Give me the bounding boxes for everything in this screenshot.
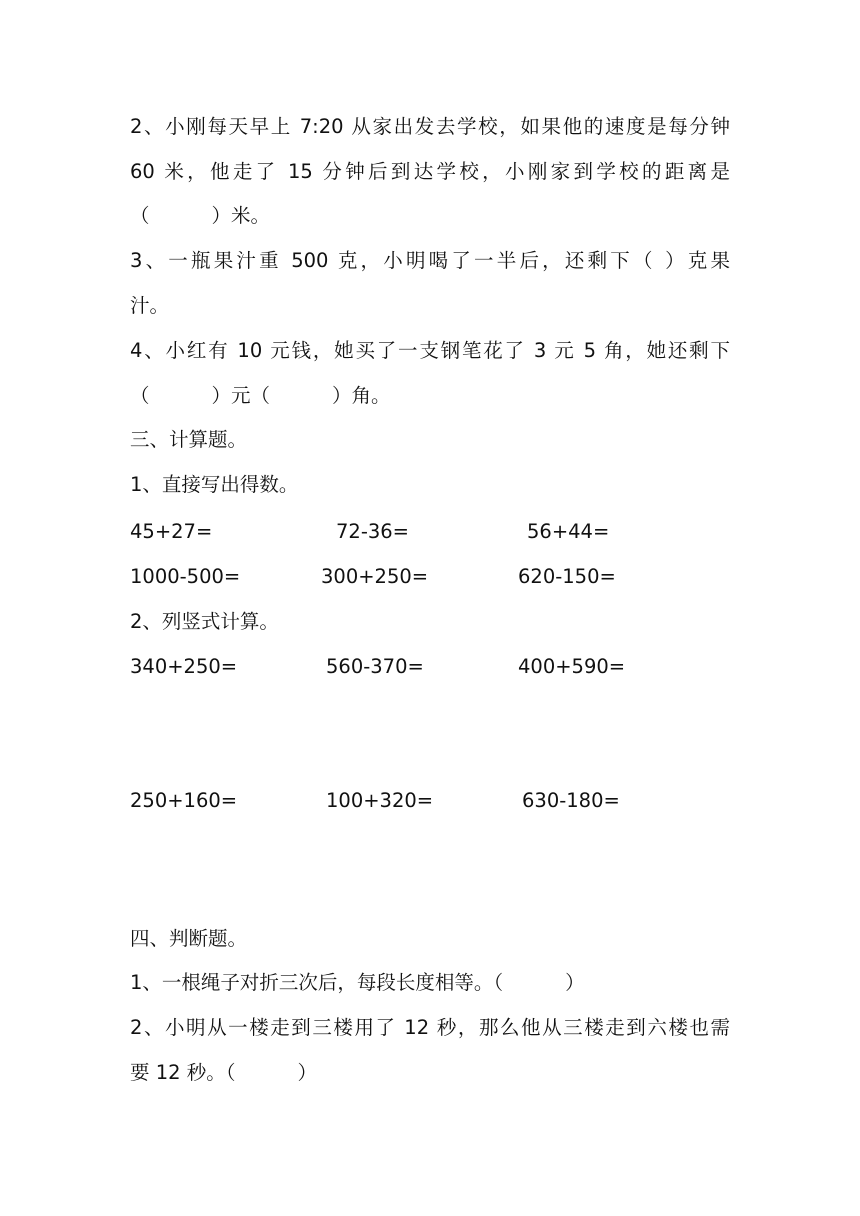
section-3-part-1-heading: 1、直接写出得数。 xyxy=(130,473,299,496)
section-3-part-2-heading: 2、列竖式计算。 xyxy=(130,610,279,633)
judgement-1: 1、一根绳子对折三次后，每段长度相等。（ ） xyxy=(130,971,585,994)
question-4-line-1: 4、小红有 10 元钱，她买了一支钢笔花了 3 元 5 角，她还剩下 xyxy=(130,339,730,362)
oral-calc-item: 300+250= xyxy=(321,565,429,588)
section-4-heading: 四、判断题。 xyxy=(130,927,248,950)
section-3-heading: 三、计算题。 xyxy=(130,428,248,451)
vertical-calc-item: 250+160= xyxy=(130,789,238,812)
oral-calc-item: 620-150= xyxy=(518,565,616,588)
vertical-calc-row-1 xyxy=(130,652,730,682)
vertical-calc-item: 100+320= xyxy=(326,789,434,812)
question-3-line-2: 汁。 xyxy=(130,294,170,317)
vertical-calc-item: 340+250= xyxy=(130,655,238,678)
oral-calc-item: 1000-500= xyxy=(130,565,241,588)
oral-calc-item: 72-36= xyxy=(336,520,410,543)
question-2-line-3: （ ）米。 xyxy=(130,204,270,227)
question-3-line-1: 3、一瓶果汁重 500 克，小明喝了一半后，还剩下（ ）克果 xyxy=(130,249,730,272)
vertical-calc-item: 400+590= xyxy=(518,655,626,678)
vertical-calc-row-2 xyxy=(130,786,730,816)
oral-calc-row-2 xyxy=(130,562,730,592)
vertical-calc-item: 630-180= xyxy=(522,789,620,812)
oral-calc-item: 56+44= xyxy=(527,520,610,543)
question-2-line-1: 2、小刚每天早上 7:20 从家出发去学校，如果他的速度是每分钟 xyxy=(130,115,730,138)
question-2-line-2: 60 米，他走了 15 分钟后到达学校，小刚家到学校的距离是 xyxy=(130,160,730,183)
oral-calc-row-1 xyxy=(130,517,730,547)
question-4-line-2: （ ）元（ ）角。 xyxy=(130,384,391,407)
judgement-2-line-1: 2、小明从一楼走到三楼用了 12 秒，那么他从三楼走到六楼也需 xyxy=(130,1016,730,1039)
vertical-calc-item: 560-370= xyxy=(326,655,424,678)
judgement-2-line-2: 要 12 秒。（ ） xyxy=(130,1061,317,1084)
oral-calc-item: 45+27= xyxy=(130,520,213,543)
